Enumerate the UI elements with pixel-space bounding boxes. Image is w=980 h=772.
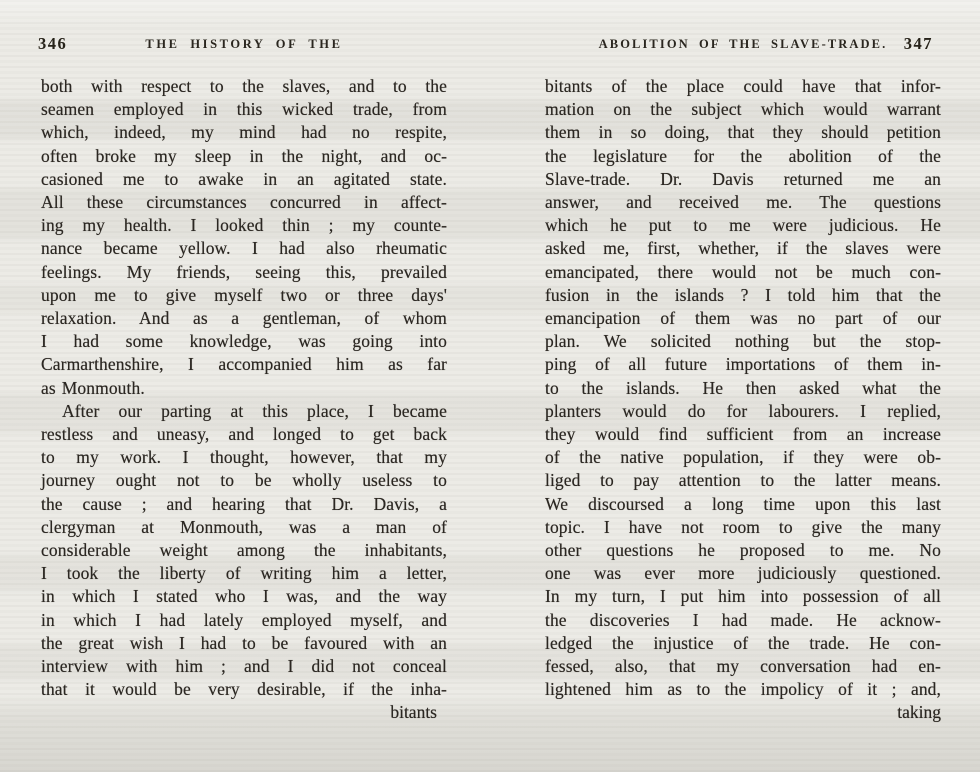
text-line: they would find sufficient from an increase: [545, 424, 941, 445]
text-line: seamen employed in this wicked trade, from: [41, 99, 447, 120]
page-right: [545, 34, 941, 725]
catchword-right: taking: [897, 702, 941, 723]
catchword-left: bitants: [390, 702, 437, 723]
text-line: clergyman at Monmouth, was a man of: [41, 516, 447, 537]
text-line: other questions he proposed to me. No: [545, 540, 941, 561]
page-header-left: [38, 34, 447, 54]
text-line: answer, and received me. The questions: [545, 192, 941, 213]
page-text-left: [41, 75, 447, 701]
text-line: bitants of the place could have that infor-: [545, 76, 941, 96]
text-line: I had some knowledge, was going into: [41, 331, 447, 352]
text-line: which, indeed, my mind had no respite,: [41, 122, 447, 143]
text-line: ledged the injustice of the trade. He con-: [545, 632, 941, 653]
text-line: the legislature for the abolition of the: [545, 145, 941, 166]
text-line: topic. I have not room to give the many: [545, 516, 941, 537]
page-header-right: [545, 34, 941, 54]
text-line: asked me, first, whether, if the slaves were: [545, 238, 941, 259]
text-line: restless and uneasy, and longed to get back: [41, 424, 447, 445]
text-line: Slave-trade. Dr. Davis returned me an: [545, 168, 941, 189]
text-line: that it would be very desirable, if the inha-: [41, 679, 447, 700]
text-line: of the native population, if they were ob-: [545, 447, 941, 468]
running-title-left: THE HISTORY OF THE: [145, 37, 343, 51]
text-line: emancipation of them was no part of our: [545, 308, 941, 329]
text-line: in which I stated who I was, and the way: [41, 586, 447, 607]
text-line: lightened him as to the impolicy of it ; and,: [545, 679, 941, 700]
page-number-right: 347: [903, 34, 933, 53]
text-line: emancipated, there would not be much con-: [545, 261, 941, 282]
text-line: fusion in the islands ? I told him that the: [545, 284, 941, 305]
text-line: in which I had lately employed myself, and: [41, 609, 447, 630]
text-line: interview with him ; and I did not conceal: [41, 656, 447, 677]
text-line: nance became yellow. I had also rheumatic: [41, 238, 447, 259]
text-line: mation on the subject which would warrant: [545, 99, 941, 120]
text-line: All these circumstances concurred in affect-: [41, 192, 447, 213]
text-line: which he put to me were judicious. He: [545, 215, 941, 236]
text-line: liged to pay attention to the latter means.: [545, 470, 941, 491]
text-line: journey ought not to be wholly useless to: [41, 470, 447, 491]
running-title-right: ABOLITION OF THE SLAVE-TRADE.: [598, 37, 888, 51]
text-line: casioned me to awake in an agitated state.: [41, 168, 447, 189]
text-line: After our parting at this place, I became: [62, 400, 447, 421]
text-line: feelings. My friends, seeing this, prevailed: [41, 261, 447, 282]
text-line: to the islands. He then asked what the: [545, 377, 941, 398]
text-line: ing my health. I looked thin ; my counte-: [41, 215, 447, 236]
text-line: ping of all future importations of them in-: [545, 354, 941, 375]
text-line: as Monmouth.: [41, 377, 145, 398]
text-line: relaxation. And as a gentleman, of whom: [41, 308, 447, 329]
text-line: to my work. I thought, however, that my: [41, 447, 447, 468]
text-line: Carmarthenshire, I accompanied him as far: [41, 354, 447, 375]
text-line: planters would do for labourers. I replied,: [545, 400, 941, 421]
text-line: fessed, also, that my conversation had en-: [545, 656, 941, 677]
text-line: In my turn, I put him into possession of all: [545, 586, 941, 607]
text-line: considerable weight among the inhabitants,: [41, 540, 447, 561]
text-line: the discoveries I had made. He acknow-: [545, 609, 941, 630]
text-line: upon me to give myself two or three days': [41, 284, 447, 305]
page-number-left: 346: [38, 34, 68, 53]
text-line: the cause ; and hearing that Dr. Davis, a: [41, 493, 447, 514]
page-text-right: [545, 75, 941, 701]
text-line: them in so doing, that they should petition: [545, 122, 941, 143]
text-line: plan. We solicited nothing but the stop-: [545, 331, 941, 352]
page-left: [38, 34, 447, 725]
text-line: We discoursed a long time upon this last: [545, 493, 941, 514]
text-line: I took the liberty of writing him a letter,: [41, 563, 447, 584]
text-line: often broke my sleep in the night, and oc-: [41, 145, 447, 166]
text-line: the great wish I had to be favoured with an: [41, 632, 447, 653]
text-line: one was ever more judiciously questioned.: [545, 563, 941, 584]
text-line: both with respect to the slaves, and to the: [41, 76, 447, 96]
